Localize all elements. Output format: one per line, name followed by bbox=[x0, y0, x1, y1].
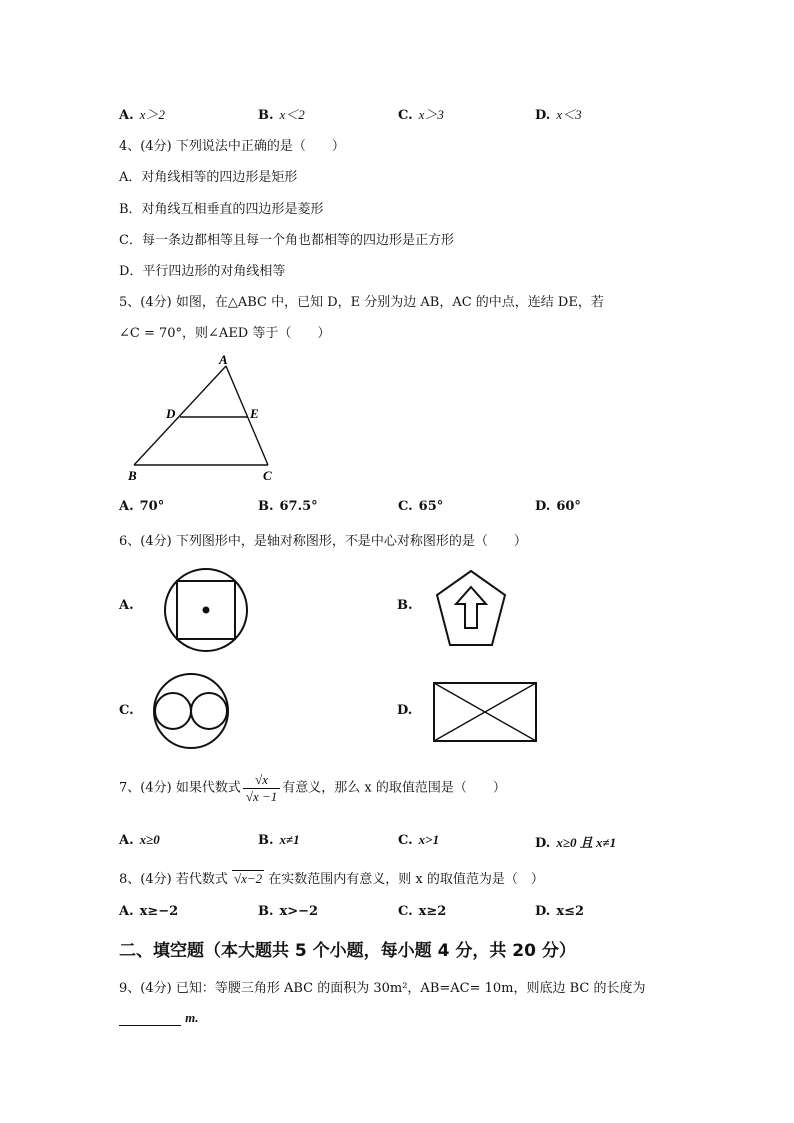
q5-option-d: D. 60° bbox=[535, 499, 581, 514]
q8-stem bbox=[119, 868, 544, 887]
q6-stem: 6、(4分) 下列图形中，是轴对称图形，不是中心对称图形的是（ ） bbox=[119, 534, 527, 549]
q5-triangle-figure bbox=[120, 350, 290, 490]
q9-answer-line bbox=[119, 1010, 199, 1026]
q5-stem-line1: 5、(4分) 如图，在△ABC 中，已知 D，E 分别为边 AB，AC 的中点，连结 DE，若 bbox=[119, 295, 604, 310]
vertex-label-b: B bbox=[128, 468, 137, 483]
q5-option-c: C. 65° bbox=[398, 499, 444, 514]
q5-option-b: B. 67.5° bbox=[258, 499, 318, 514]
q6-label-c: C. bbox=[119, 703, 134, 718]
q6-label-d: D. bbox=[397, 703, 413, 718]
q3-option-c: C. x＞3 bbox=[398, 107, 444, 123]
q8-radical: √x−2 bbox=[233, 871, 263, 886]
q6-figure-d-rectangle-diagonals bbox=[432, 681, 538, 743]
q8-option-c: C. x≥2 bbox=[398, 904, 447, 919]
vertex-label-d: D bbox=[166, 406, 176, 421]
q7-option-b: B. x≠1 bbox=[258, 832, 300, 848]
q8-option-d: D. x≤2 bbox=[535, 904, 585, 919]
q7-option-c: C. x>1 bbox=[398, 832, 440, 848]
q7-stem-suffix: 有意义，那么 x 的取值范围是（ ） bbox=[282, 780, 506, 796]
q8-option-a: A. x≥−2 bbox=[119, 904, 179, 919]
q8-stem-suffix: 在实数范围内有意义，则 x 的取值范为是（ ） bbox=[268, 872, 544, 887]
q5-stem-line2: ∠C = 70°，则∠AED 等于（ ） bbox=[119, 326, 331, 341]
q4-option-c: C．每一条边都相等且每一个角也都相等的四边形是正方形 bbox=[119, 233, 454, 248]
q8-option-b: B. x>−2 bbox=[258, 904, 319, 919]
q7-option-a: A. x≥0 bbox=[119, 832, 160, 848]
q3-option-d: D. x＜3 bbox=[535, 107, 582, 123]
vertex-label-e: E bbox=[250, 406, 259, 421]
q4-option-a: A．对角线相等的四边形是矩形 bbox=[119, 170, 298, 185]
q3-option-b: B. x＜2 bbox=[258, 107, 305, 123]
vertex-label-c: C bbox=[263, 468, 272, 483]
q6-label-a: A. bbox=[119, 598, 134, 613]
vertex-label-a: A bbox=[219, 352, 228, 367]
q3-option-a: A. x＞2 bbox=[119, 107, 165, 123]
q9-stem: 9、(4分) 已知：等腰三角形 ABC 的面积为 30m²，AB=AC= 10m，则底边 BC 的长度为 bbox=[119, 981, 646, 996]
q4-option-b: B．对角线互相垂直的四边形是菱形 bbox=[119, 202, 324, 217]
q6-figure-c-circles bbox=[152, 671, 230, 751]
q4-option-d: D．平行四边形的对角线相等 bbox=[119, 264, 286, 279]
section-title-fill-in: 二、填空题（本大题共 5 个小题，每小题 4 分，共 20 分） bbox=[119, 941, 576, 961]
q7-stem bbox=[119, 772, 506, 805]
q8-stem-prefix: 8、(4分) 若代数式 bbox=[119, 872, 228, 887]
q9-answer-blank[interactable] bbox=[119, 1011, 181, 1026]
q9-unit: m. bbox=[185, 1010, 199, 1025]
q6-figure-b-pentagon-arrow bbox=[434, 568, 508, 648]
q5-option-a: A. 70° bbox=[119, 499, 165, 514]
q7-option-d: D. x≥0 且 x≠1 bbox=[535, 835, 617, 851]
q7-stem-prefix: 7、(4分) 如果代数式 bbox=[119, 780, 241, 796]
q7-fraction: $\frac{√x}{√x -1}$ bbox=[243, 772, 280, 805]
q6-label-b: B. bbox=[397, 598, 413, 613]
q4-stem: 4、(4分) 下列说法中正确的是（ ） bbox=[119, 139, 345, 154]
q6-figure-a-circle-square bbox=[162, 566, 252, 654]
